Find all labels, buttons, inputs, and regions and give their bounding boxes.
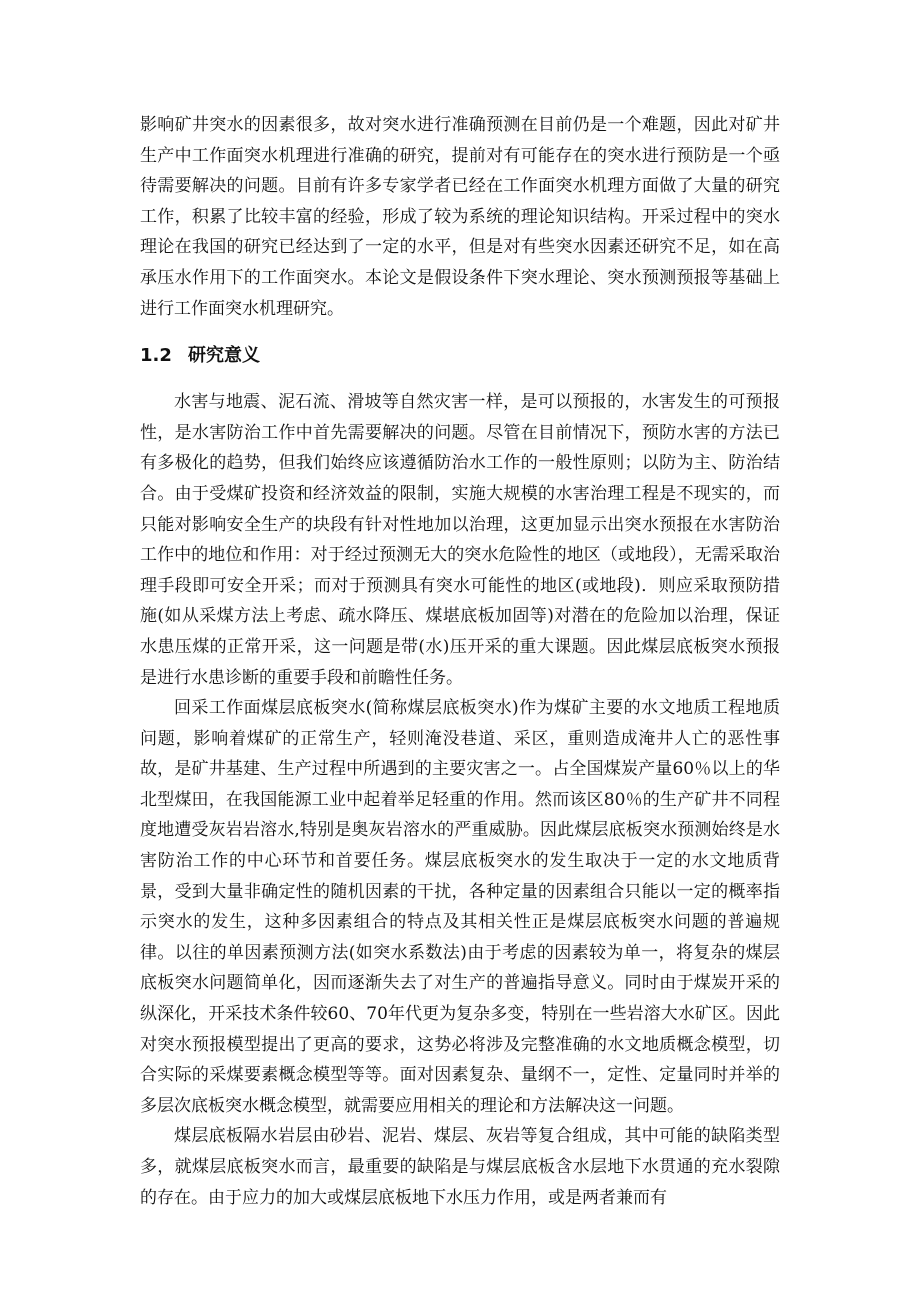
body-paragraph-3: 煤层底板隔水岩层由砂岩、泥岩、煤层、灰岩等复合组成，其中可能的缺陷类型多，就煤层底板突水而言，最重要的缺陷是与煤层底板含水层地下水贯通的充水裂隙的存在。由于应力的加大或煤层底板地下水压力作用，或是两者兼而有: [140, 1126, 780, 1208]
section-title: 研究意义: [188, 345, 260, 367]
document-page: [140, 110, 780, 1213]
section-heading: [140, 341, 780, 371]
intro-paragraph: 影响矿井突水的因素很多，故对突水进行准确预测在目前仍是一个难题，因此对矿井生产中工作面突水机理进行准确的研究，提前对有可能存在的突水进行预防是一个亟待需要解决的问题。目前有许多专家学者已经在工作面突水机理方面做了大量的研究工作，积累了比较丰富的经验，形成了较为系统的理论知识结构。开采过程中的突水理论在我国的研究已经达到了一定的水平，但是对有些突水因素还研究不足，如在高承压水作用下的工作面突水。本论文是假设条件下突水理论、突水预测预报等基础上进行工作面突水机理研究。: [140, 115, 780, 319]
body-paragraph-2: 回采工作面煤层底板突水(简称煤层底板突水)作为煤矿主要的水文地质工程地质问题，影响着煤矿的正常生产，轻则淹没巷道、采区，重则造成淹井人亡的恶性事故，是矿井基建、生产过程中所遇到的主要灾害之一。占全国煤炭产量60％以上的华北型煤田，在我国能源工业中起着举足轻重的作用。然而该区80％的生产矿井不同程度地遭受灰岩岩溶水,特别是奥灰岩溶水的严重威胁。因此煤层底板突水预测始终是水害防治工作的中心环节和首要任务。煤层底板突水的发生取决于一定的水文地质背景，受到大量非确定性的随机因素的干扰，各种定量的因素组合只能以一定的概率指示突水的发生，这种多因素组合的特点及其相关性正是煤层底板突水问题的普遍规律。以往的单因素预测方法(如突水系数法)由于考虑的因素较为单一，将复杂的煤层底板突水问题简单化，因而逐渐失去了对生产的普遍指导意义。同时由于煤炭开采的纵深化，开采技术条件较60、70年代更为复杂多变，特别在一些岩溶大水矿区。因此对突水预报模型提出了更高的要求，这势必将涉及完整准确的水文地质概念模型，切合实际的采煤要素概念模型等等。面对因素复杂、量纲不一，定性、定量同时并举的多层次底板突水概念模型，就需要应用相关的理论和方法解决这一问题。: [140, 698, 780, 1116]
section-number: 1.2: [140, 345, 172, 367]
body-paragraph-1: 水害与地震、泥石流、滑坡等自然灾害一样，是可以预报的，水害发生的可预报性，是水害防治工作中首先需要解决的问题。尽管在目前情况下，预防水害的方法已有多极化的趋势，但我们始终应该遵循防治水工作的一般性原则；以防为主、防治结合。由于受煤矿投资和经济效益的限制，实施大规模的水害治理工程是不现实的，而只能对影响安全生产的块段有针对性地加以治理，这更加显示出突水预报在水害防治工作中的地位和作用：对于经过预测无大的突水危险性的地区（或地段），无需采取治理手段即可安全开采；而对于预测具有突水可能性的地区(或地段)．则应采取预防措施(如从采煤方法上考虑、疏水降压、煤堪底板加固等)对潜在的危险加以治理，保证水患压煤的正常开采，这一问题是带(水)压开采的重大课题。因此煤层底板突水预报是进行水患诊断的重要手段和前瞻性任务。: [140, 392, 780, 688]
